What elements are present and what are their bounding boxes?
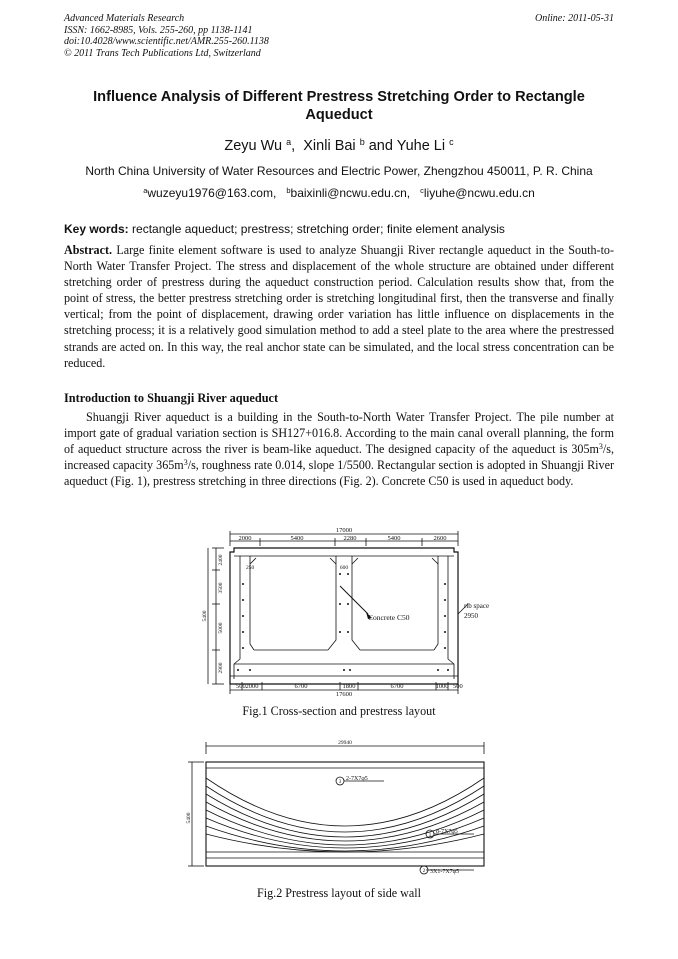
keywords [64, 222, 614, 236]
figure-1-cross-section [190, 524, 500, 696]
intro-paragraph [64, 409, 614, 489]
journal-metadata [64, 13, 269, 59]
figure-1-caption: Fig.1 Cross-section and prestress layout [242, 704, 436, 718]
issn-line: ISSN: 1662-8985, Vols. 255-260, pp 1138-1141 [64, 24, 253, 36]
fig2-wall-outline [206, 762, 484, 866]
figure-2-side-wall [184, 734, 500, 880]
abstract-text: Large finite element software is used to analyze Shuangji River rectangle aqueduct in the South-to-North Water Transfer Project. The stress and displacement of the whole structure are obtained under different stretching order of prestress during the aqueduct construction period. Calculation results show that, from the point of stress, the better prestress stretching order is stretching longitudinal first, then the transverse and finally vertical; from the point of displacement, drawing order variation has little influence on displacements in the stretching process; it is a relatively good simulation method to add a steel plate to the area where the prestressed strands are acted on. In this way, the real anchor state can be simulated, and the local stress concentration can be reduced. [64, 243, 615, 370]
online-date: Online: 2011-05-31 [535, 13, 614, 24]
intro-sup-2: 3 [183, 458, 188, 468]
fig2-label-1: 2-7X7φ5 [346, 776, 368, 782]
fig1-top-dim-4: 5400 [387, 535, 401, 542]
fig1-bottom-dim-2: 2000 [245, 683, 259, 690]
fig2-tag-3: 1 [428, 833, 432, 838]
fig2-height: 5400 [186, 812, 192, 824]
figure-2-caption: Fig.2 Prestress layout of side wall [257, 886, 421, 900]
author-3-mark: c [449, 137, 454, 147]
intro-text-1: Shuangji River aqueduct is a building in the South-to-North Water Transfer Project. The pile number at import gate of gradual variation section is SH127+016.8. According to the main canal overall planning, the form of aqueduct structure across the river is beam-like aqueduct. The designed capacity of the aqueduct is 305m [64, 410, 614, 457]
fig1-bottom-dim-5: 6700 [390, 683, 404, 690]
abstract-label: Abstract. [64, 243, 113, 257]
section-heading: Introduction to Shuangji River aqueduct [64, 391, 279, 405]
journal-name: Advanced Materials Research [64, 13, 185, 24]
fig1-bottom-dim-7: 500 [453, 683, 463, 690]
fig1-concrete-label: Concrete C50 [368, 613, 410, 622]
copyright-line: © 2011 Trans Tech Publications Ltd, Switzerland [64, 47, 261, 59]
email-3: liyuhe@ncwu.edu.cn [423, 186, 535, 200]
fig1-top-dim-2: 5400 [290, 535, 304, 542]
fig1-left-dim-2: 3500 [218, 582, 224, 594]
fig1-top-dim-3: 2280 [343, 535, 357, 542]
fig2-tag-2: 3 [338, 780, 342, 785]
email-1: wuzeyu1976@163.com, [147, 186, 277, 200]
email-2-mark: b [286, 186, 291, 195]
fig1-top-dim-5: 2600 [433, 535, 447, 542]
author-2: Xinli Bai [303, 138, 356, 154]
fig1-bottom-dim-6: 1000 [435, 683, 449, 690]
author-1-mark: a [286, 137, 292, 147]
fig1-left-dim-1: 2400 [218, 554, 224, 566]
affiliation: North China University of Water Resources and Electric Power, Zhengzhou 450011, P. R. China [85, 164, 593, 178]
fig2-tag-1: 2 [422, 869, 426, 874]
fig1-top-dim-1: 2000 [238, 535, 252, 542]
fig1-bottom-dim-3: 6700 [294, 683, 308, 690]
fig1-bottom-dim-4: 1800 [342, 683, 356, 690]
author-1: Zeyu Wu [224, 138, 283, 154]
author-3: Yuhe Li [396, 138, 446, 154]
intro-text-3: /s, roughness rate 0.014, slope 1/5500. Rectangular section is adopted in Shuangji River aqueduct (Fig. 1), prestress stretching in three directions (Fig. 2). Concrete C50 is used in aqueduct body. [64, 458, 614, 489]
author-2-mark: b [359, 137, 365, 147]
fig1-bottom-dim-1: 500 [236, 683, 246, 690]
email-list [64, 186, 614, 200]
fig1-rib-label: rib space [464, 602, 490, 610]
fig2-label-2: 8-7X7φ5 [436, 829, 458, 835]
fig1-left-dim-4: 2900 [218, 662, 224, 674]
fig1-mid-label: 600 [339, 565, 349, 571]
keywords-text: rectangle aqueduct; prestress; stretching order; finite element analysis [132, 222, 505, 236]
email-1-mark: a [143, 186, 148, 195]
fig1-left-total: 5400 [202, 610, 208, 622]
fig1-rib-value: 2950 [464, 612, 478, 620]
doi-line: doi:10.4028/www.scientific.net/AMR.255-260.1138 [64, 36, 269, 47]
abstract [64, 242, 614, 371]
fig1-bottom-total: 17600 [335, 691, 353, 696]
fig1-left-dim-3: 5000 [218, 622, 224, 634]
email-2: baixinli@ncwu.edu.cn, [290, 186, 411, 200]
fig2-length: 29940 [338, 740, 352, 746]
fig2-label-3: 3X1-7X7φ5 [430, 869, 460, 875]
intro-text-2: /s, increased capacity 365m [64, 442, 614, 473]
author-list: Zeyu Wu $^a$, Xinli Bai $^b$ and Yuhe Li $^c$ [224, 137, 454, 154]
paper-title: Influence Analysis of Different Prestress Stretching Order to Rectangle Aqueduct [93, 89, 585, 123]
author-and: and [368, 138, 393, 154]
fig1-small-label: 250 [246, 565, 255, 571]
fig1-top-total-label: 17000 [335, 527, 353, 534]
keywords-label: Key words: [64, 222, 129, 236]
intro-sup-1: 3 [598, 442, 603, 452]
email-3-mark: c [420, 186, 424, 195]
